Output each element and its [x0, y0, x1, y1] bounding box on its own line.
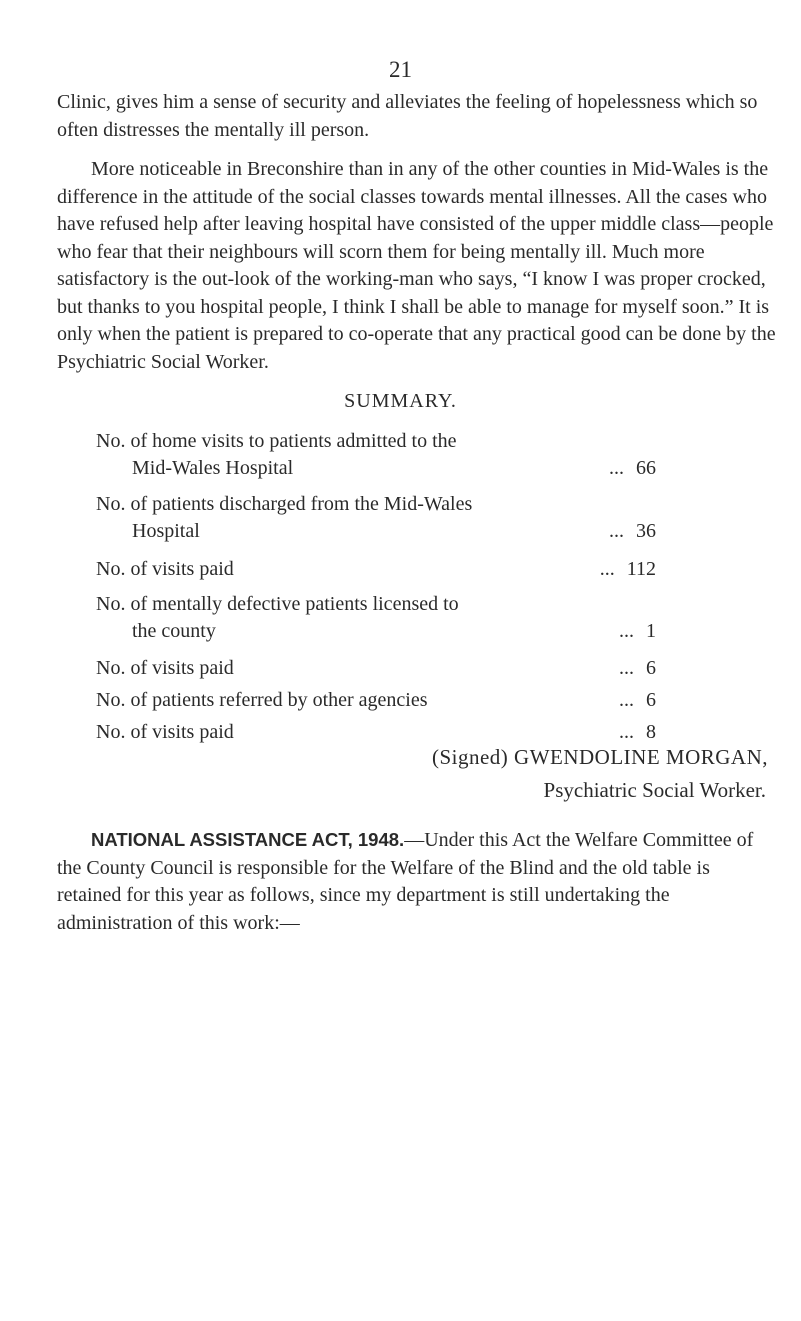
summary-row-label: No. of mentally defective patients licensed to: [96, 593, 459, 615]
page-number: 21: [389, 57, 412, 82]
summary-row-label: No. of home visits to patients admitted to the: [96, 430, 457, 452]
summary-row-label: No. of visits paid: [96, 721, 234, 743]
summary-row: [96, 687, 656, 714]
section-text: —Under this Act the Welfare Committee of the County Council is responsible for the Welfare of the Blind and the old table is retained for this year as follows, since my department is still undertaking the administration of this work:—: [57, 829, 754, 934]
signature-role: Psychiatric Social Worker.: [543, 778, 766, 802]
leader-dots: ...: [609, 457, 624, 479]
summary-row-label: No. of visits paid: [96, 657, 234, 679]
summary-row-value: 6: [646, 689, 656, 711]
summary-row-value: 1: [646, 620, 656, 642]
leader-dots: ...: [619, 657, 634, 679]
summary-row: [96, 655, 656, 682]
summary-row: [96, 491, 656, 545]
summary-row-value: 6: [646, 657, 656, 679]
section-heading: NATIONAL ASSISTANCE ACT, 1948.: [91, 829, 405, 850]
summary-row-value: 36: [636, 520, 656, 542]
summary-row: [96, 591, 656, 645]
summary-row-label: No. of visits paid: [96, 558, 234, 580]
summary-title: SUMMARY.: [344, 390, 457, 412]
paragraph-2: More noticeable in Breconshire than in any of the other counties in Mid-Wales is the difference in the attitude of the social classes towards mental illnesses. All the cases who have refused help after leaving hospital have consisted of the upper middle class—people who fear that their neighbours will scorn them for being mentally ill. Much more satisfactory is the out-look of the working-man who says, “I know I was proper crocked, but thanks to you hospital people, I think I shall be able to manage for myself soon.” It is only when the patient is prepared to co-operate that any practical good can be done by the Psychiatric Social Worker.: [57, 158, 776, 373]
summary-row-label-cont: Mid-Wales Hospital: [132, 457, 294, 479]
summary-row-label: No. of patients referred by other agencies: [96, 689, 428, 711]
summary-row-value: 8: [646, 721, 656, 743]
summary-row-value: 66: [636, 457, 656, 479]
summary-row: [96, 719, 656, 746]
summary-row: [96, 428, 656, 482]
signature-line: (Signed) GWENDOLINE MORGAN,: [431, 745, 768, 769]
paragraph-1: Clinic, gives him a sense of security and alleviates the feeling of hopelessness which so often distresses the mentally ill person.: [57, 91, 758, 141]
summary-row: [96, 556, 656, 583]
summary-row-value: 112: [626, 558, 656, 580]
leader-dots: ...: [619, 689, 634, 711]
paragraph-3: [57, 826, 777, 937]
summary-row-label: No. of patients discharged from the Mid-Wales: [96, 493, 473, 515]
summary-row-label-cont: the county: [132, 620, 216, 642]
leader-dots: ...: [609, 520, 624, 542]
leader-dots: ...: [619, 721, 634, 743]
summary-row-label-cont: Hospital: [132, 520, 200, 542]
leader-dots: ...: [619, 620, 634, 642]
leader-dots: ...: [599, 558, 615, 580]
